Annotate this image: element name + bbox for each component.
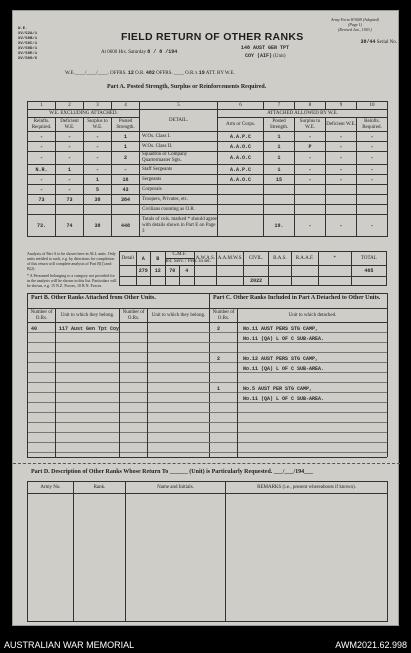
other-header: *: [318, 252, 351, 266]
value-cell: [326, 205, 357, 215]
sub-header: Posted Strength.: [264, 118, 295, 132]
value-cell: -: [295, 132, 326, 142]
part-c-unit-header: Unit to which detached.: [238, 309, 388, 323]
part-c-entry-line2: No.11 (QA) L OF C SUB-AREA.: [243, 396, 325, 402]
value-cell: [326, 195, 357, 205]
col-number: 4: [112, 102, 140, 110]
document-page: W.E. XV/52A/1 XV/50B/1 XV/50C/1 XV/50D/1 XV/50E/1 XV/50G/6 Army Form W3009 (Adapted) (Page 1) (Revised Jan., 1943.) 38/44 Serial No. FIELD RETURN OF OTHER RANKS At 0600 Hrs. Saturday 8 / 8 /194 148 AUST GEN TPT COY (AIF) (Unit) W.E.____/____/____. OFFRS. 12 O.R. 482 OFFRS. ____ O.R.'s 19 ATT. BY W.E. Part A. Posted Strength, Surplus or Reinforcements Required. 1 2 3 4 5 6 7 8 9 10 W.E. EXCLUDING ATTACHED. DETAIL. ATTACHED ALLOWED BY W.E. Reinfts. Required. Deficient W.E. Surplus to W.E. Posted Strength. Arm or Corps. Posted Strength. Surplus to W.E. Deficient W.E. Reinfts. Required. - - - 1 W.Os. Class I. A.A.P.C 1 - - - - - - 1 W.Os. Class II. A.A.O.C 1 P - - - - - 2 Squadron or Company Quartermaster Sgts. A.A.O.C 1 - - - N.R. 1 - - Staff Sergeants A.A.P.C 1 - - - - - 1 16 Sergeants A.A.O.C 15 - - - - - 5 43 Corporals 73 73 38 384 Troopers, Privates, etc. Civilians counting as O.R. 73. 74 38 448 Totals of cols. marked * should agree with details shown in Part E on Page 3 19. - - - Analysis of Part A to be shown here in ALL units. Only units entitled to such, e.g. by directions for completion of this return will complete analysis of Part B(1) and B(2). * A Personnel belonging to a category not provided for in the analysis will be shown in this list. Particulars will be shown, e.g. 15 N.Z. Forces, 10 R.N. Forces. Detail A B C.M.F. A.W.A.S. A.A.M.W.S. CIVIL. B.A.S. R.A.A.F. * TOTAL Inf. Serv. / Pers. in ser. 279 12 70 4 465 2022 Part B. Other Ranks Attached from Other Units. Part C. Other Ranks Included in Part A Detached to Other Units. Number of O.Rs. Unit to which they belong. Number of O.Rs. Unit to which they belong. Number of O.Rs. Unit to which detached. 40 117 Aust Gen Tpt Coy 2 No.11 AUST PERS STG CAMP, No.11 (QA) L OF C SUB-AREA. 2 No.12 AUST PERS STG CAMP, No.11 (QA) L OF C SUB-AREA. 1 No.5 AUST PER STG CAMP, No.11 (QA) L OF C SUB-AREA. Part D. Description of Other Ranks Whose Return To ______ (Unit) is Particularly Requested. ___/___/194___ Army No. Rank. Name and Initials. REMARKS (i.e., present whereabouts if known).: [12, 10, 399, 626]
detail-cell: Sergeants: [140, 175, 218, 185]
detail-header: DETAIL.: [140, 110, 218, 132]
arm-cell: [218, 195, 264, 205]
we-excluding-header: W.E. EXCLUDING ATTACHED.: [28, 110, 140, 118]
value-cell: [295, 205, 326, 215]
value-cell: 15: [264, 175, 295, 185]
value-cell: 5: [84, 185, 112, 195]
col-number: 2: [56, 102, 84, 110]
value-cell: -: [357, 175, 388, 185]
value-cell: -: [56, 132, 84, 142]
attached-count: 19: [198, 70, 205, 76]
arm-cell: A.A.O.C: [218, 175, 264, 185]
value-cell: 74: [56, 215, 84, 237]
part-a-title: Part A. Posted Strength, Surplus or Reinforcements Required.: [107, 84, 267, 90]
value-cell: -: [357, 165, 388, 175]
part-a-row: [28, 195, 388, 205]
col-number: 3: [84, 102, 112, 110]
part-c-header: [209, 308, 388, 323]
value-cell: [295, 185, 326, 195]
analysis-detail-header: Detail: [120, 252, 137, 266]
part-a-row: [28, 165, 388, 175]
analysis-table: [119, 251, 387, 286]
value-cell: -: [357, 132, 388, 142]
or-label: O.R.: [135, 71, 145, 76]
value-cell: -: [56, 152, 84, 165]
serial-number: 38/44: [360, 39, 376, 45]
analysis-total: 465: [351, 266, 386, 277]
part-b-entry-count: 40: [31, 326, 38, 332]
serial-label: Serial No.: [376, 40, 397, 45]
value-cell: -: [28, 142, 56, 152]
part-c-entry-count: 2: [217, 326, 221, 332]
analysis-value: 4: [180, 266, 195, 277]
value-cell: [84, 205, 112, 215]
arm-cell: [218, 215, 264, 237]
footer-credit: AUSTRALIAN WAR MEMORIAL: [4, 640, 135, 650]
total-header: TOTAL: [351, 252, 386, 266]
arm-cell: A.A.O.C: [218, 152, 264, 165]
value-cell: 38: [84, 195, 112, 205]
part-b-header: [27, 308, 210, 323]
value-cell: -: [326, 175, 357, 185]
part-d-title-mid: (Unit) is Particularly Requested.: [189, 469, 273, 475]
value-cell: -: [326, 152, 357, 165]
value-cell: -: [28, 152, 56, 165]
part-b-unit-header-2: Unit to which they belong.: [148, 309, 210, 323]
attached-label: ATT. BY W.E.: [205, 71, 235, 76]
value-cell: -: [357, 142, 388, 152]
value-cell: 2: [112, 152, 140, 165]
value-cell: -: [295, 175, 326, 185]
value-cell: -: [56, 142, 84, 152]
side-ref: XV/50D/1: [18, 47, 38, 51]
value-cell: -: [28, 175, 56, 185]
attached-allowed-header: ATTACHED ALLOWED BY W.E.: [218, 110, 388, 118]
part-c-entry-line2: No.11 (QA) L OF C SUB-AREA.: [243, 336, 325, 342]
value-cell: -: [357, 215, 388, 237]
part-c-title: Part C. Other Ranks Included in Part A Detached to Other Units.: [213, 295, 381, 301]
analysis-a-header: A: [136, 252, 150, 266]
or-count: 482: [145, 70, 155, 76]
value-cell: [357, 195, 388, 205]
raaf-header: R.A.A.F.: [291, 252, 318, 266]
part-c-entry-line1: No.5 AUST PER STG CAMP,: [243, 386, 313, 392]
part-a-row: [28, 152, 388, 165]
sub-header: Arm or Corps.: [218, 118, 264, 132]
arm-cell: A.A.P.C: [218, 165, 264, 175]
bas-header: B.A.S.: [268, 252, 291, 266]
value-cell: 1: [56, 165, 84, 175]
part-d-army-no-header: Army No.: [28, 482, 74, 494]
part-c-entry-count: 2: [217, 356, 221, 362]
officers-count: 12: [127, 70, 134, 76]
value-cell: -: [84, 132, 112, 142]
value-cell: -: [326, 132, 357, 142]
value-cell: 73.: [28, 215, 56, 237]
part-b-num-header-2: Number of O.Rs.: [120, 309, 148, 323]
we-label: W.E.____/____/____. OFFRS.: [65, 71, 127, 76]
part-b-title: Part B. Other Ranks Attached from Other Units.: [31, 295, 156, 301]
value-cell: -: [357, 152, 388, 165]
detail-cell: Troopers, Privates, etc.: [140, 195, 218, 205]
col-number: 1: [28, 102, 56, 110]
sub-header: Surplus to W.E.: [84, 118, 112, 132]
cmf-sub-header: Inf. Serv. / Pers. in ser.: [165, 259, 211, 264]
part-d-title: Part D. Description of Other Ranks Whose Return To: [31, 469, 169, 475]
side-reference-list: [18, 27, 48, 62]
part-c-num-header: Number of O.Rs.: [210, 309, 238, 323]
detail-cell: Corporals: [140, 185, 218, 195]
part-b-unit-header: Unit to which they belong.: [56, 309, 120, 323]
part-d-date: ___/___/194___: [273, 469, 314, 475]
value-cell: [112, 205, 140, 215]
unit-label: (Unit): [273, 54, 286, 59]
form-reference: Army Form W3009 (Adapted): [331, 17, 379, 22]
value-cell: [357, 185, 388, 195]
side-ref: W.E.: [18, 27, 28, 31]
side-ref: XV/52A/1: [18, 32, 38, 36]
value-cell: 1: [112, 132, 140, 142]
value-cell: 1: [264, 142, 295, 152]
analysis-footnote: * A Personnel belonging to a category not provided for in the analysis will be shown in this list. Particulars will be shown, e.g. 15 N.Z. Forces, 10 R.N. Forces.: [27, 273, 117, 288]
part-d-rank-header: Rank.: [74, 482, 126, 494]
value-cell: -: [56, 185, 84, 195]
form-page: (Page 1): [348, 22, 362, 27]
value-cell: [326, 185, 357, 195]
side-ref: XV/50C/1: [18, 42, 38, 46]
value-cell: -: [295, 165, 326, 175]
part-d-table: [27, 481, 388, 622]
detail-cell: Totals of cols. marked * should agree with details shown in Part E on Page 3: [140, 215, 218, 237]
value-cell: 43: [112, 185, 140, 195]
analysis-ref: 2022: [244, 277, 269, 286]
analysis-note: Analysis of Part A to be shown here in ALL units. Only units entitled to such, e.g. by directions for completion of this return will complete analysis of Part B(1) and B(2).: [27, 251, 116, 271]
ors-att-label: O.R.'s: [185, 71, 198, 76]
col-number: 8: [295, 102, 326, 110]
value-cell: 73: [56, 195, 84, 205]
part-a-row: [28, 175, 388, 185]
footer-bar: [0, 636, 411, 653]
col-number: 7: [264, 102, 295, 110]
unit-name: 148 AUST GEN TPT: [241, 45, 290, 51]
col-number: 9: [326, 102, 357, 110]
value-cell: 1: [264, 165, 295, 175]
return-date: 8 / 8 /194: [147, 49, 178, 55]
arm-cell: [218, 185, 264, 195]
part-a-row: [28, 205, 388, 215]
value-cell: 1: [84, 175, 112, 185]
footer-accession: AWM2021.62.998: [335, 640, 407, 650]
side-ref: XV/50B/1: [18, 37, 38, 41]
detail-cell: Staff Sergeants: [140, 165, 218, 175]
cmf-header: C.M.F.: [165, 252, 194, 259]
sub-header: Posted Strength.: [112, 118, 140, 132]
part-d-remarks-header: REMARKS (i.e., present whereabouts if known).: [226, 482, 388, 494]
part-a-row: [28, 132, 388, 142]
value-cell: -: [326, 142, 357, 152]
arm-cell: [218, 205, 264, 215]
value-cell: N.R.: [28, 165, 56, 175]
sub-header: Deficient W.E.: [326, 118, 357, 132]
at-label: At 0600 Hrs. Saturday: [101, 50, 146, 55]
value-cell: 19.: [264, 215, 295, 237]
value-cell: -: [112, 165, 140, 175]
arm-cell: A.A.O.C: [218, 142, 264, 152]
part-a-row: [28, 185, 388, 195]
value-cell: [28, 205, 56, 215]
value-cell: 384: [112, 195, 140, 205]
part-c-entry-count: 1: [217, 386, 221, 392]
col-number: 6: [218, 102, 264, 110]
detail-cell: W.Os. Class II.: [140, 142, 218, 152]
value-cell: -: [326, 215, 357, 237]
col-number: 5: [140, 102, 218, 110]
offrs-att-label: OFFRS. ____: [156, 71, 184, 76]
value-cell: 16: [112, 175, 140, 185]
sub-header: Deficient W.E.: [56, 118, 84, 132]
value-cell: 1: [264, 132, 295, 142]
analysis-value: 279: [136, 266, 150, 277]
value-cell: [56, 205, 84, 215]
value-cell: -: [84, 142, 112, 152]
value-cell: 448: [112, 215, 140, 237]
part-a-row: [28, 215, 388, 237]
analysis-value: 70: [165, 266, 179, 277]
sub-header: Reinfts. Required.: [28, 118, 56, 132]
detail-cell: Squadron or Company Quartermaster Sgts.: [140, 152, 218, 165]
value-cell: 38: [84, 215, 112, 237]
value-cell: -: [28, 185, 56, 195]
value-cell: -: [84, 152, 112, 165]
civil-header: CIVIL.: [244, 252, 269, 266]
side-ref: XV/50G/6: [18, 57, 38, 61]
analysis-b-header: B: [151, 252, 165, 266]
form-title: FIELD RETURN OF OTHER RANKS: [121, 31, 304, 43]
part-b-num-header: Number of O.Rs.: [28, 309, 56, 323]
part-c-entry-line2: No.11 (QA) L OF C SUB-AREA.: [243, 366, 325, 372]
value-cell: [295, 195, 326, 205]
part-d-name-header: Name and Initials.: [126, 482, 226, 494]
value-cell: -: [295, 215, 326, 237]
part-c-entry-line1: No.12 AUST PERS STG CAMP,: [243, 356, 319, 362]
value-cell: -: [28, 132, 56, 142]
part-b-entry-unit: 117 Aust Gen Tpt Coy: [59, 326, 120, 332]
value-cell: 1: [112, 142, 140, 152]
value-cell: -: [295, 152, 326, 165]
value-cell: [357, 205, 388, 215]
value-cell: 1: [264, 152, 295, 165]
value-cell: 73: [28, 195, 56, 205]
form-note: (Revised Jan., 1943.): [338, 27, 372, 32]
sub-header: Surplus to W.E.: [295, 118, 326, 132]
value-cell: [264, 195, 295, 205]
unit-name-line2: COY (AIF): [245, 53, 273, 59]
aamws-header: A.A.M.W.S.: [217, 252, 244, 266]
awas-header: A.W.A.S.: [194, 252, 217, 266]
detail-cell: Civilians counting as O.R.: [140, 205, 218, 215]
value-cell: -: [326, 165, 357, 175]
analysis-value: 12: [151, 266, 165, 277]
arm-cell: A.A.P.C: [218, 132, 264, 142]
col-number: 10: [357, 102, 388, 110]
detail-cell: W.Os. Class I.: [140, 132, 218, 142]
side-ref: XV/50E/1: [18, 52, 38, 56]
value-cell: -: [84, 165, 112, 175]
value-cell: P: [295, 142, 326, 152]
part-a-table: [27, 101, 388, 237]
part-c-entry-line1: No.11 AUST PERS STG CAMP,: [243, 326, 319, 332]
value-cell: -: [56, 175, 84, 185]
part-a-row: [28, 142, 388, 152]
value-cell: [264, 205, 295, 215]
value-cell: [264, 185, 295, 195]
sub-header: Reinfts. Required.: [357, 118, 388, 132]
